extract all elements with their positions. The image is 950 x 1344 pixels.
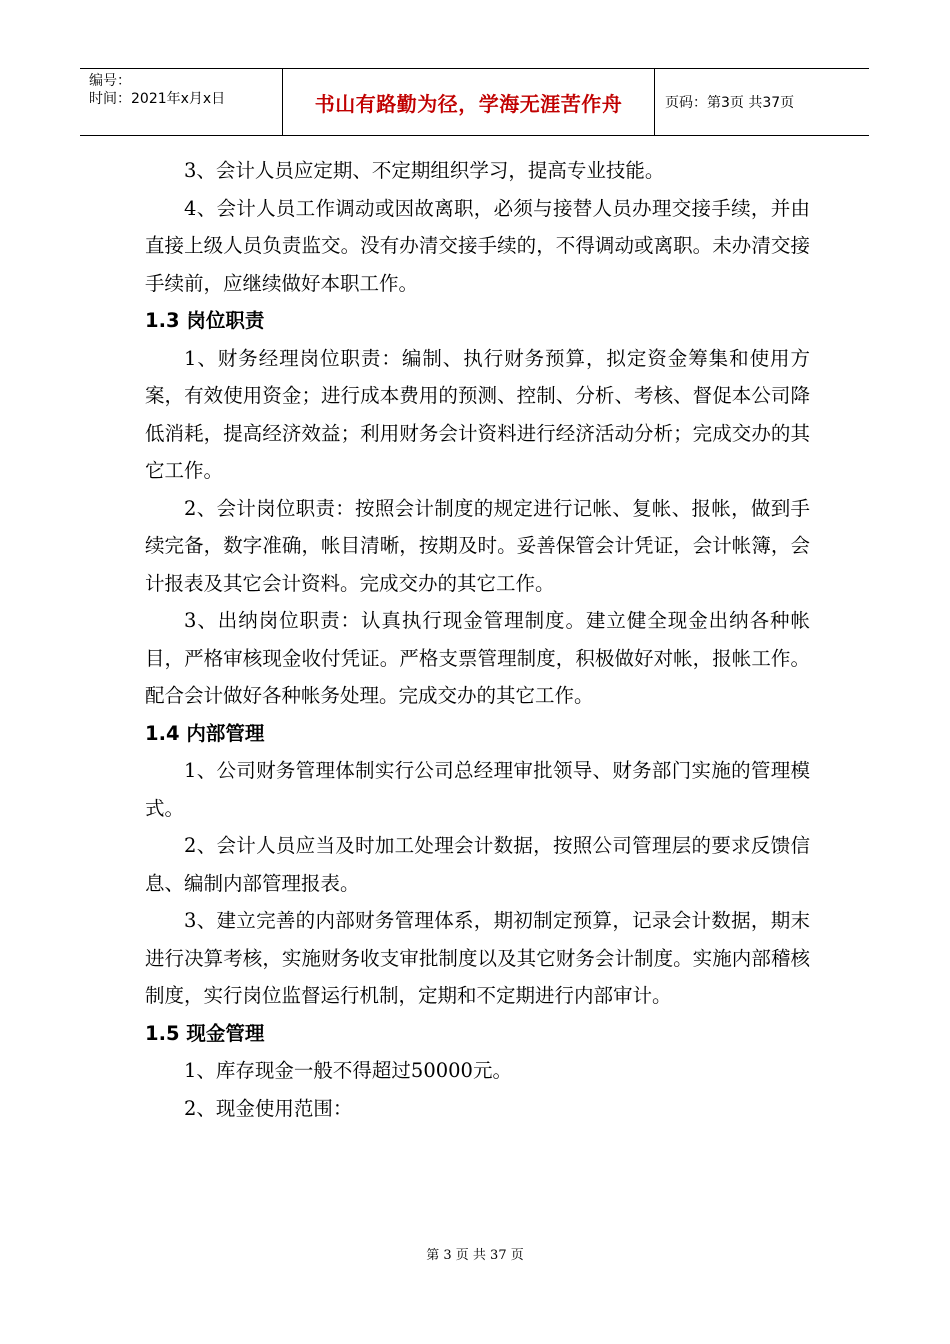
header-page-cell [655,69,869,135]
header-motto: 书山有路勤为径，学海无涯苦作舟 [314,91,623,116]
document-body [145,152,810,1127]
body-paragraph: 2、现金使用范围： [184,1096,353,1120]
document-date-label: 时间：2021年x月x日 [89,91,226,107]
body-paragraph: 1、财务经理岗位职责：编制、执行财务预算，拟定资金筹集和使用方案，有效使用资金；进行成本费用的预测、控制、分析、考核、督促本公司降低消耗，提高经济效益；利用财务会计资料进行经济活动分析；完成交办的其它工作。 [145,346,810,482]
body-paragraph: 3、建立完善的内部财务管理体系，期初制定预算，记录会计数据，期末进行决算考核，实施财务收支审批制度以及其它财务会计制度。实施内部稽核制度，实行岗位监督运行机制，定期和不定期进行内部审计。 [145,909,810,1007]
body-paragraph: 4、会计人员工作调动或因故离职，必须与接替人员办理交接手续，并由直接上级人员负责监交。没有办清交接手续的，不得调动或离职。未办清交接手续前，应继续做好本职工作。 [145,196,810,295]
body-paragraph: 3、出纳岗位职责：认真执行现金管理制度。建立健全现金出纳各种帐目，严格审核现金收付凭证。严格支票管理制度，积极做好对帐，报帐工作。配合会计做好各种帐务处理。完成交办的其它工作。 [145,609,810,707]
body-paragraph: 2、会计岗位职责：按照会计制度的规定进行记帐、复帐、报帐，做到手续完备，数字准确，帐目清晰，按期及时。妥善保管会计凭证，会计帐簿，会计报表及其它会计资料。完成交办的其它工作。 [145,496,810,595]
header-motto-cell [283,69,655,135]
body-paragraph: 2、会计人员应当及时加工处理会计数据，按照公司管理层的要求反馈信息、编制内部管理报表。 [145,834,810,895]
section-heading: 1.5 现金管理 [145,1021,265,1045]
header-page-info: 页码：第3页 共37页 [665,95,795,111]
body-paragraph: 1、库存现金一般不得超过50000元。 [184,1059,512,1082]
section-heading: 1.4 内部管理 [145,721,265,745]
page-footer: 第 3 页 共 37 页 [426,1248,524,1263]
section-heading: 1.3 岗位职责 [145,309,265,332]
body-paragraph: 1、公司财务管理体制实行公司总经理审批领导、财务部门实施的管理模式。 [145,759,810,820]
header-meta-cell [80,69,283,135]
document-number-label: 编号： [89,73,131,89]
body-paragraph: 3、会计人员应定期、不定期组织学习，提高专业技能。 [184,159,665,182]
page-header [80,68,869,136]
